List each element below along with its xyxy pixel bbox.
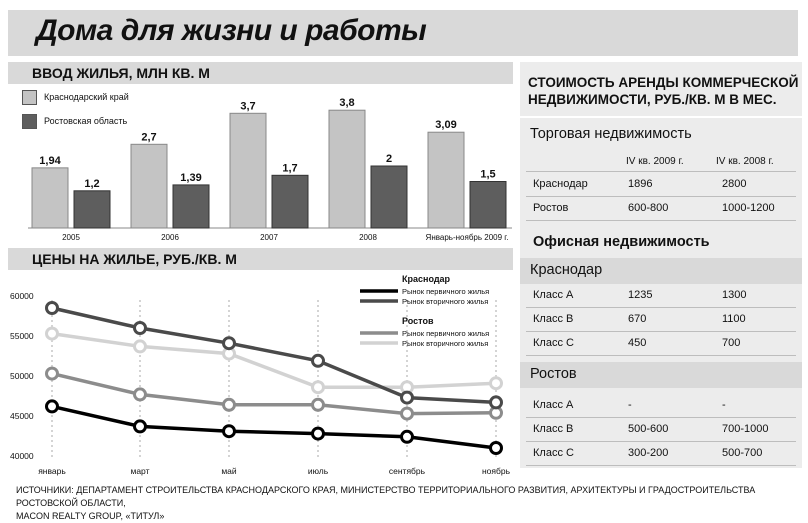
source-line-2: MACON REALTY GROUP, «ТИТУЛ» [16,511,165,521]
legend-label: Рынок вторичного жилья [402,339,489,348]
rent-title-line1: СТОИМОСТЬ АРЕНДЫ КОММЕРЧЕСКОЙ [528,75,799,90]
page-title: Дома для жизни и работы [36,14,427,47]
row-value-2008: 1000-1200 [722,202,775,214]
series-point-3 [47,328,58,339]
bar-chart-title: ВВОД ЖИЛЬЯ, МЛН КВ. М [32,65,210,81]
bar-value-label: 3,09 [435,119,457,132]
row-divider [526,220,796,221]
series-point-3 [491,378,502,389]
row-divider [526,417,796,418]
series-point-1 [313,355,324,366]
bar-chart [0,0,520,248]
series-point-1 [402,392,413,403]
row-value-2009: 600-800 [628,202,669,214]
legend-label: Рынок первичного жилья [402,287,490,296]
row-value-2009: 1896 [628,178,653,190]
legend-label-krasnodar-krai: Краснодарский край [44,92,129,102]
row-name: Класс С [533,337,574,349]
bar-category-label: 2005 [62,233,80,242]
divider [526,171,796,172]
bar-rostov-3 [371,166,407,228]
row-divider [526,331,796,332]
legend-label: Рынок вторичного жилья [402,297,489,306]
office-title: Офисная недвижимость [533,234,710,250]
col-header-2008: IV кв. 2008 г. [716,156,774,167]
row-name: Класс В [533,313,574,325]
row-value-2008: 500-700 [722,447,763,459]
series-point-2 [313,399,324,410]
bar-category-label: 2007 [260,233,278,242]
legend-label-rostov-oblast: Ростовская область [44,116,128,126]
row-divider [526,196,796,197]
x-tick-label: сентябрь [388,466,426,476]
y-tick-label: 55000 [10,331,34,341]
row-value-2009: 500-600 [628,423,669,435]
y-tick-label: 45000 [10,411,34,421]
source-note [16,484,796,523]
row-divider [526,441,796,442]
row-divider [526,307,796,308]
row-name: Класс А [533,289,574,301]
legend-label: Рынок первичного жилья [402,329,490,338]
row-name: Ростов [533,202,569,214]
bar-value-label: 1,94 [39,154,61,167]
row-value-2008: - [722,399,726,411]
line-chart-title: ЦЕНЫ НА ЖИЛЬЕ, РУБ./КВ. М [32,251,237,267]
bar-category-label: 2006 [161,233,179,242]
row-value-2009: 1235 [628,289,653,301]
row-value-2009: - [628,399,632,411]
bar-krasnodar-1 [131,144,167,228]
bar-rostov-1 [173,185,209,228]
bar-value-label: 3,8 [339,97,355,110]
y-tick-label: 40000 [10,451,34,461]
rent-title [520,74,802,108]
row-value-2009: 670 [628,313,647,325]
x-tick-label: июль [307,466,329,476]
row-name: Краснодар [533,178,588,190]
source-line-1: ИСТОЧНИКИ: ДЕПАРТАМЕНТ СТРОИТЕЛЬСТВА КРАСНОДАРСКОГО КРАЯ, МИНИСТЕРСТВО ТЕРРИТОРИАЛЬНОГО РАЗВИТИЯ, АРХИТЕКТУРЫ И ГРАДОСТРОИТЕЛЬСТВА РОСТОВСКОЙ ОБЛАСТИ, [16,485,756,508]
series-point-3 [135,341,146,352]
series-point-0 [402,431,413,442]
bar-value-label: 1,5 [480,168,496,181]
bar-value-label: 1,7 [282,162,298,175]
bar-value-label: 2,7 [141,131,157,144]
series-point-3 [313,382,324,393]
series-point-0 [135,421,146,432]
row-value-2008: 700-1000 [722,423,769,435]
col-header-2009: IV кв. 2009 г. [626,156,684,167]
row-value-2008: 1300 [722,289,747,301]
series-line-2 [52,374,496,414]
divider [520,116,802,118]
bar-rostov-2 [272,175,308,228]
row-value-2008: 1100 [722,313,746,325]
y-tick-label: 50000 [10,371,34,381]
y-tick-label: 60000 [10,291,34,301]
bar-rostov-0 [74,191,110,228]
bar-krasnodar-2 [230,113,266,228]
series-point-0 [313,428,324,439]
row-name: Класс С [533,447,574,459]
row-value-2009: 300-200 [628,447,669,459]
series-point-1 [135,323,146,334]
line-chart [0,270,520,482]
bar-krasnodar-0 [32,168,68,228]
bar-value-label: 2 [385,153,393,165]
row-name: Класс А [533,399,574,411]
row-value-2009: 450 [628,337,647,349]
series-point-1 [491,397,502,408]
series-point-1 [47,303,58,314]
series-point-2 [135,389,146,400]
series-point-2 [47,368,58,379]
row-value-2008: 700 [722,337,741,349]
row-value-2008: 2800 [722,178,747,190]
bar-category-label: Январь-ноябрь 2009 г. [425,233,509,242]
x-tick-label: ноябрь [481,466,511,476]
bar-value-label: 3,7 [240,100,256,113]
bar-value-label: 1,2 [84,177,100,190]
legend-group-label: Ростов [402,316,434,326]
x-tick-label: март [130,466,150,476]
rent-title-line2: НЕДВИЖИМОСТИ, РУБ./КВ. М В МЕС. [528,92,777,107]
bar-value-label: 1,39 [180,171,202,184]
x-tick-label: май [221,466,237,476]
series-point-2 [224,399,235,410]
krasnodar-title: Краснодар [530,262,603,278]
bar-rostov-4 [470,182,506,229]
line-chart-header [8,248,513,270]
rostov-title: Ростов [530,366,577,382]
series-point-0 [491,443,502,454]
row-divider [526,355,796,356]
series-point-2 [402,408,413,419]
bar-krasnodar-3 [329,110,365,228]
row-divider [526,465,796,466]
series-point-0 [224,426,235,437]
x-tick-label: январь [38,466,66,476]
legend-group-label: Краснодар [402,274,451,284]
retail-title: Торговая недвижимость [530,126,692,142]
series-point-1 [224,338,235,349]
series-point-0 [47,401,58,412]
row-name: Класс В [533,423,574,435]
bar-krasnodar-4 [428,132,464,228]
bar-category-label: 2008 [359,233,377,242]
